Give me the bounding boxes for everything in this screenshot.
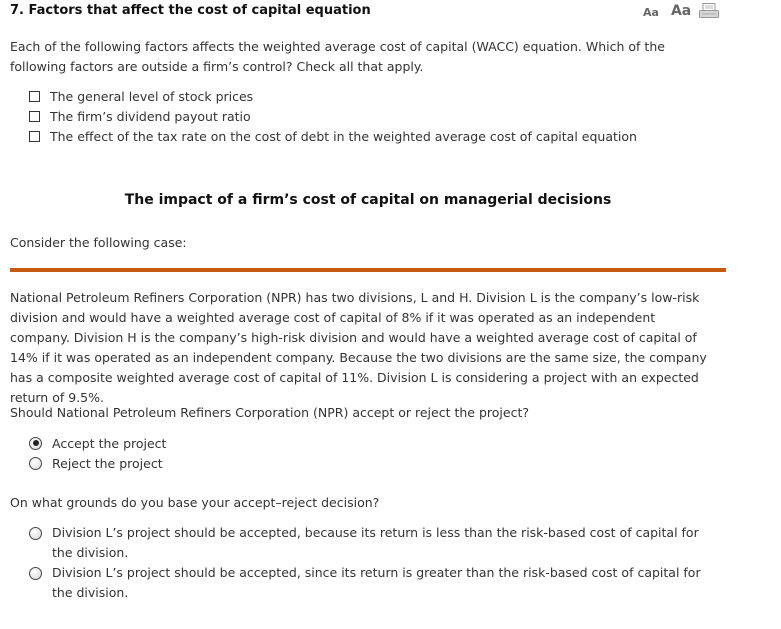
font-increase-button[interactable]: Aa (670, 3, 692, 19)
option-label: The firm’s dividend payout ratio (50, 108, 251, 124)
grounds-question: On what grounds do you base your accept–reject decision? (10, 495, 380, 510)
option-label: Accept the project (52, 435, 167, 451)
option-label: Reject the project (52, 455, 163, 471)
tax-rate-checkbox[interactable] (29, 131, 40, 142)
grounds-less-than-radio[interactable] (29, 527, 42, 540)
grounds-option-less-than[interactable] (29, 523, 719, 563)
factor-options (29, 86, 637, 146)
option-label: The effect of the tax rate on the cost of debt in the weighted average cost of capital equation (50, 128, 637, 144)
option-label: Division L’s project should be accepted, since its return is greater than the risk-based cost of capital for the division. (52, 565, 701, 600)
reject-option[interactable] (29, 453, 166, 473)
font-decrease-button[interactable]: Aa (643, 6, 659, 19)
case-intro: Consider the following case: (10, 235, 187, 250)
factor-option-tax-rate[interactable] (29, 126, 637, 146)
question-title: 7. Factors that affect the cost of capital equation (10, 3, 371, 18)
accept-radio[interactable] (29, 437, 42, 450)
case-text: National Petroleum Refiners Corporation (NPR) has two divisions, L and H. Division L is the company’s low-risk division and would have a weighted average cost of capital of 8% if it was operated as an independent company. Division H is the company’s high-risk division and would have a weighted average cost of capital of 14% if it was operated as an independent company. Because the two divisions are the same size, the company has a composite weighted average cost of capital of 11%. Division L is considering a project with an expected return of 9.5%. (10, 290, 707, 405)
grounds-options (29, 523, 719, 603)
section-heading: The impact of a firm’s cost of capital on managerial decisions (124, 192, 612, 208)
font-size-controls (643, 3, 719, 19)
factor-option-dividend-payout[interactable] (29, 106, 637, 126)
grounds-option-greater-than[interactable] (29, 563, 719, 603)
decision-options (29, 433, 166, 473)
option-label: Division L’s project should be accepted, because its return is less than the risk-based cost of capital for the division. (52, 525, 699, 560)
section-divider (10, 268, 726, 272)
dividend-payout-checkbox[interactable] (29, 111, 40, 122)
question-prompt: Each of the following factors affects the weighted average cost of capital (WACC) equation. Which of the following factors are outside a firm’s control? Check all that apply. (10, 39, 665, 74)
option-label: The general level of stock prices (50, 88, 254, 104)
stock-prices-checkbox[interactable] (29, 91, 40, 102)
decision-question: Should National Petroleum Refiners Corporation (NPR) accept or reject the project? (10, 405, 529, 420)
accept-option[interactable] (29, 433, 166, 453)
factor-option-stock-prices[interactable] (29, 86, 637, 106)
print-icon[interactable] (699, 3, 719, 19)
grounds-greater-than-radio[interactable] (29, 567, 42, 580)
reject-radio[interactable] (29, 457, 42, 470)
